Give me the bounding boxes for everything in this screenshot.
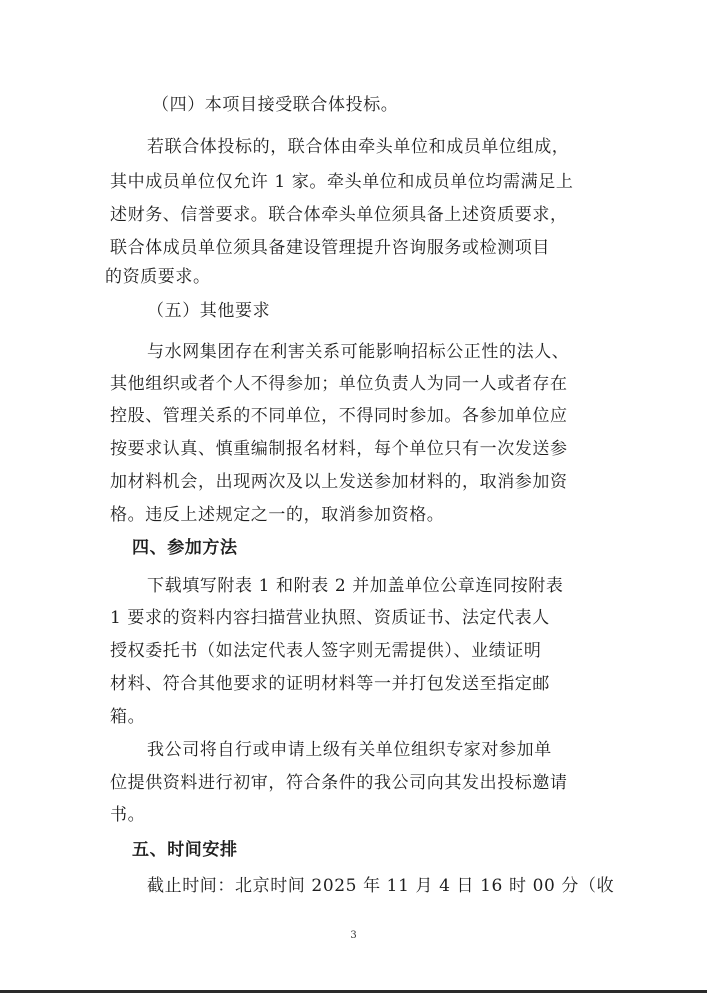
subsection-heading-5: （五）其他要求 xyxy=(147,301,271,321)
paragraph-line: 其他组织或者个人不得参加；单位负责人为同一人或者存在 xyxy=(110,374,568,394)
paragraph-line: 加材料机会，出现两次及以上发送参加材料的，取消参加资 xyxy=(110,472,568,492)
paragraph-line: 其中成员单位仅允许 1 家。牵头单位和成员单位均需满足上 xyxy=(110,172,574,192)
paragraph-line: 授权委托书（如法定代表人签字则无需提供）、业绩证明 xyxy=(110,641,542,661)
paragraph-line: 的资质要求。 xyxy=(105,267,211,287)
section-heading-schedule: 五、时间安排 xyxy=(132,840,238,860)
paragraph-line: 书。 xyxy=(110,805,146,825)
paragraph-line: 1 要求的资料内容扫描营业执照、资质证书、法定代表人 xyxy=(110,608,550,628)
page-number: 3 xyxy=(350,930,357,941)
paragraph-line: 若联合体投标的，联合体由牵头单位和成员单位组成， xyxy=(147,137,570,157)
paragraph-line: 箱。 xyxy=(110,707,146,727)
paragraph-line: 联合体成员单位须具备建设管理提升咨询服务或检测项目 xyxy=(110,238,550,258)
paragraph-line: 述财务、信誉要求。联合体牵头单位须具备上述资质要求， xyxy=(110,205,568,225)
paragraph-line: 下载填写附表 1 和附表 2 并加盖单位公章连同按附表 xyxy=(147,576,564,596)
paragraph-line: 按要求认真、慎重编制报名材料，每个单位只有一次发送参 xyxy=(110,439,568,459)
paragraph-line: 控股、管理关系的不同单位，不得同时参加。各参加单位应 xyxy=(110,406,568,426)
paragraph-line: 与水网集团存在利害关系可能影响招标公正性的法人、 xyxy=(147,342,570,362)
scan-edge xyxy=(0,990,707,993)
paragraph-line: 格。违反上述规定之一的，取消参加资格。 xyxy=(110,505,445,525)
paragraph-line: 位提供资料进行初审，符合条件的我公司向其发出投标邀请 xyxy=(110,773,568,793)
section-heading-participation-method: 四、参加方法 xyxy=(132,538,238,558)
paragraph-line: 材料、符合其他要求的证明材料等一并打包发送至指定邮 xyxy=(110,674,550,694)
subsection-heading-4: （四）本项目接受联合体投标。 xyxy=(152,95,399,115)
paragraph-line: 我公司将自行或申请上级有关单位组织专家对参加单 xyxy=(147,740,552,760)
paragraph-line: 截止时间：北京时间 2025 年 11 月 4 日 16 时 00 分（收 xyxy=(147,876,615,896)
